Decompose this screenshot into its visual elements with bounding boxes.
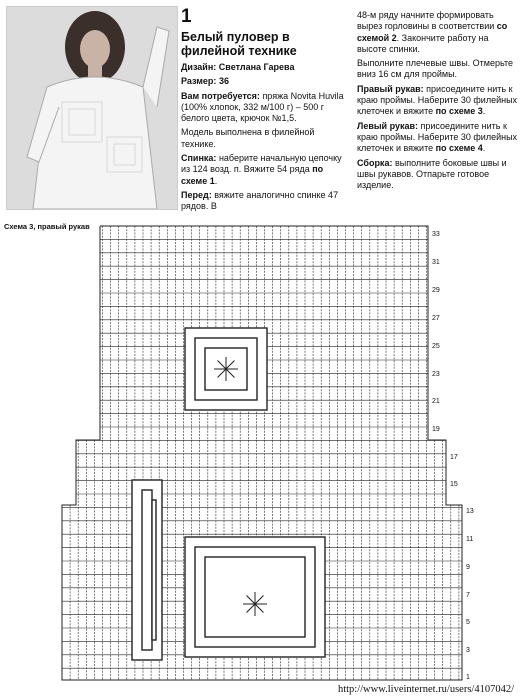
- row-number: 29: [432, 287, 440, 294]
- right-sleeve-text: Правый рукав: присоедините нить к краю проймы. Наберите 30 филейных клеточек и вяжите по схеме 3.: [357, 83, 518, 117]
- row-number: 31: [432, 259, 440, 266]
- pattern-number: 1: [181, 6, 192, 27]
- neckline-text: 48-м ряду начните формировать вырез горловины в соответствии со схемой 2. Закончите работу на высоте спинки.: [357, 10, 508, 54]
- row-number: 3: [466, 647, 470, 654]
- row-number: 25: [432, 343, 440, 350]
- front-line: Перед: вяжите аналогично спинке 47 рядов. В: [181, 189, 339, 212]
- model-note: Модель выполнена в филейной технике.: [181, 127, 315, 149]
- left-sleeve-text: Левый рукав: присоедините нить к краю проймы. Наберите 30 филейных клеточек и вяжите по схеме 4.: [357, 120, 518, 154]
- design-line: Дизайн: Светлана Гарева: [181, 62, 295, 72]
- chart-grid: [62, 226, 462, 680]
- materials-line: Вам потребуется: пряжа Novita Huvila (100% хлопок, 332 м/100 г) – 500 г белого цвета, крючок №1,5.: [181, 90, 344, 124]
- row-number: 15: [450, 481, 458, 488]
- row-number: 9: [466, 564, 470, 571]
- size-line: Размер: 36: [181, 76, 229, 87]
- row-number: 19: [432, 426, 440, 433]
- source-url: http://www.liveinternet.ru/users/4107042/: [337, 684, 514, 695]
- row-number: 1: [466, 674, 470, 681]
- row-number: 13: [466, 508, 474, 515]
- row-number: 21: [432, 398, 440, 405]
- back-line: Спинка: наберите начальную цепочку из 124 возд. п. Вяжите 54 ряда по схеме 1.: [181, 153, 342, 186]
- row-number: 17: [450, 454, 458, 461]
- assembly-text: Сборка: выполните боковые швы и швы рукавов. Отпарьте готовое изделие.: [357, 157, 507, 191]
- row-number: 33: [432, 231, 440, 238]
- row-number: 23: [432, 371, 440, 378]
- row-number: 7: [466, 592, 470, 599]
- pattern-title: Белый пуловер в филейной технике: [181, 30, 297, 58]
- row-number: 11: [466, 536, 474, 543]
- row-number: 27: [432, 315, 440, 322]
- schema-title: Схема 3, правый рукав: [4, 222, 90, 231]
- shoulder-text: Выполните плечевые швы. Отмерьте вниз 16 см для проймы.: [357, 58, 514, 80]
- row-number: 5: [466, 619, 470, 626]
